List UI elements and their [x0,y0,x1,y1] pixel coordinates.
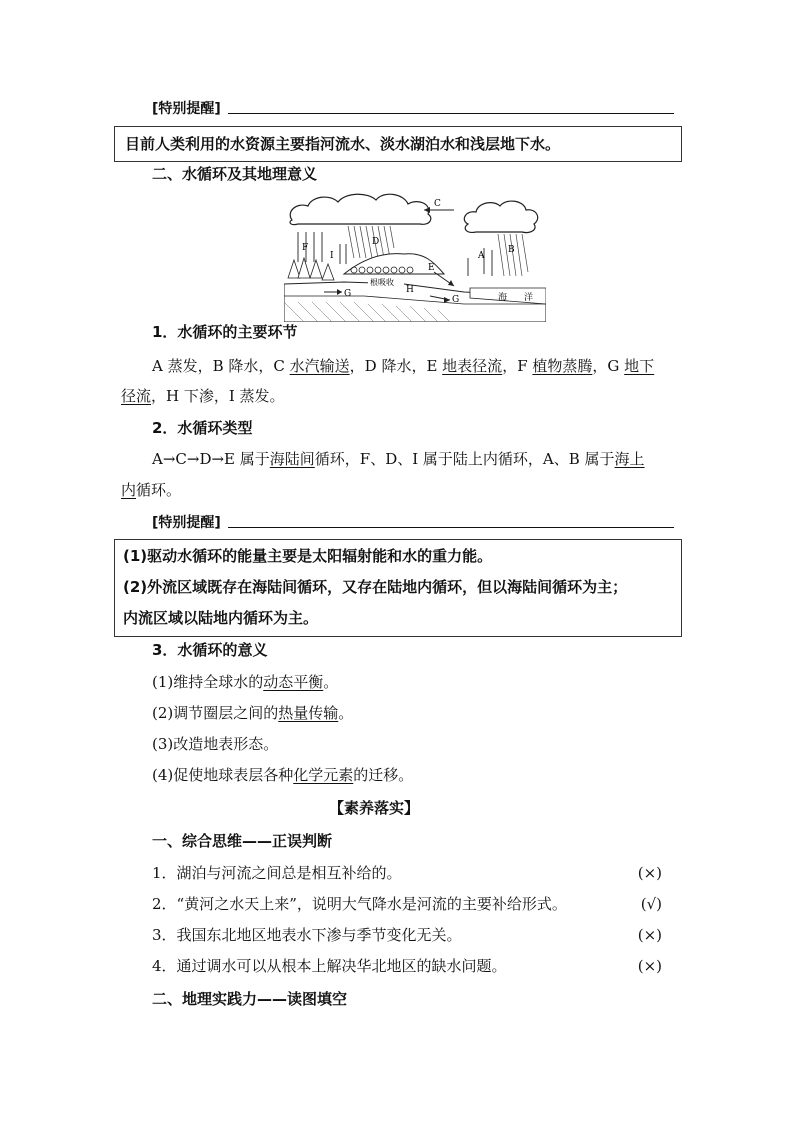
label-E: E [428,263,435,273]
links-line1: A 蒸发，B 降水，C 水汽输送，D 降水，E 地表径流，F 植物蒸腾，G 地下 [152,357,655,375]
practice-title: 【素养落实】 [329,799,420,817]
types-line1: A→C→D→E 属于海陆间循环，F、D、I 属于陆上内循环，A、B 属于海上 [152,450,645,468]
label-H: H [406,285,414,295]
judge-mark-1: (×) [637,864,662,882]
note1-rule [228,113,674,114]
note2-line2: (2)外流区域既存在海陆间循环，又存在陆地内循环，但以海陆间循环为主； [123,578,628,596]
links-heading: 1．水循环的主要环节 [152,323,298,341]
label-I: I [330,251,334,261]
types-heading: 2．水循环类型 [152,419,253,437]
judge-mark-2: (√) [640,895,662,913]
water-cycle-diagram [284,192,546,322]
practice-sub2: 二、地理实践力——读图填空 [152,990,348,1008]
judge-item-4: 4．通过调水可以从根本上解决华北地区的缺水问题。 (×) [152,957,662,975]
trees [288,258,334,280]
note1-box [114,126,682,162]
label-C: C [434,199,441,209]
left-cloud [290,194,431,224]
note2-box [114,539,682,637]
meaning-item-3: (3)改造地表形态。 [152,735,279,753]
note2-line1: (1)驱动水循环的能量主要是太阳辐射能和水的重力能。 [123,547,493,565]
meaning-item-1: (1)维持全球水的动态平衡。 [152,673,339,691]
meaning-item-2: (2)调节圈层之间的热量传输。 [152,704,354,722]
label-ocean2: 洋 [524,293,534,303]
arrows-I [340,244,346,264]
judge-item-1: 1．湖泊与河流之间总是相互补给的。 (×) [152,864,662,882]
label-G2: G [452,295,460,305]
note1-text: 目前人类利用的水资源主要指河流水、淡水湖泊水和浅层地下水。 [125,135,561,153]
note2-tag: [特别提醒] [152,515,221,531]
right-cloud [464,201,537,232]
judge-mark-4: (×) [637,957,662,975]
rain-D [348,226,394,258]
label-ocean: 海 [498,293,508,303]
label-G1: G [344,289,352,299]
label-B: B [508,245,515,255]
label-A: A [478,251,485,261]
types-line2: 内循环。 [121,481,182,499]
meaning-heading: 3．水循环的意义 [152,641,268,659]
practice-sub1: 一、综合思维——正误判断 [152,832,333,850]
label-D: D [372,237,380,247]
note2-line3: 内流区域以陆地内循环为主。 [123,609,319,627]
judge-mark-3: (×) [637,926,662,944]
judge-item-2: 2．“黄河之水天上来”，说明大气降水是河流的主要补给形式。 (√) [152,895,662,913]
section2-title: 二、水循环及其地理意义 [152,165,318,183]
links-line2: 径流，H 下渗，I 蒸发。 [121,387,285,405]
meaning-item-4: (4)促使地球表层各种化学元素的迁移。 [152,766,414,784]
label-F: F [302,243,309,253]
judge-item-3: 3．我国东北地区地表水下渗与季节变化无关。 (×) [152,926,662,944]
note1-tag: [特别提醒] [152,101,221,117]
note2-rule [228,527,674,528]
rain-B [498,234,528,276]
label-root: 根吸收 [370,278,394,287]
